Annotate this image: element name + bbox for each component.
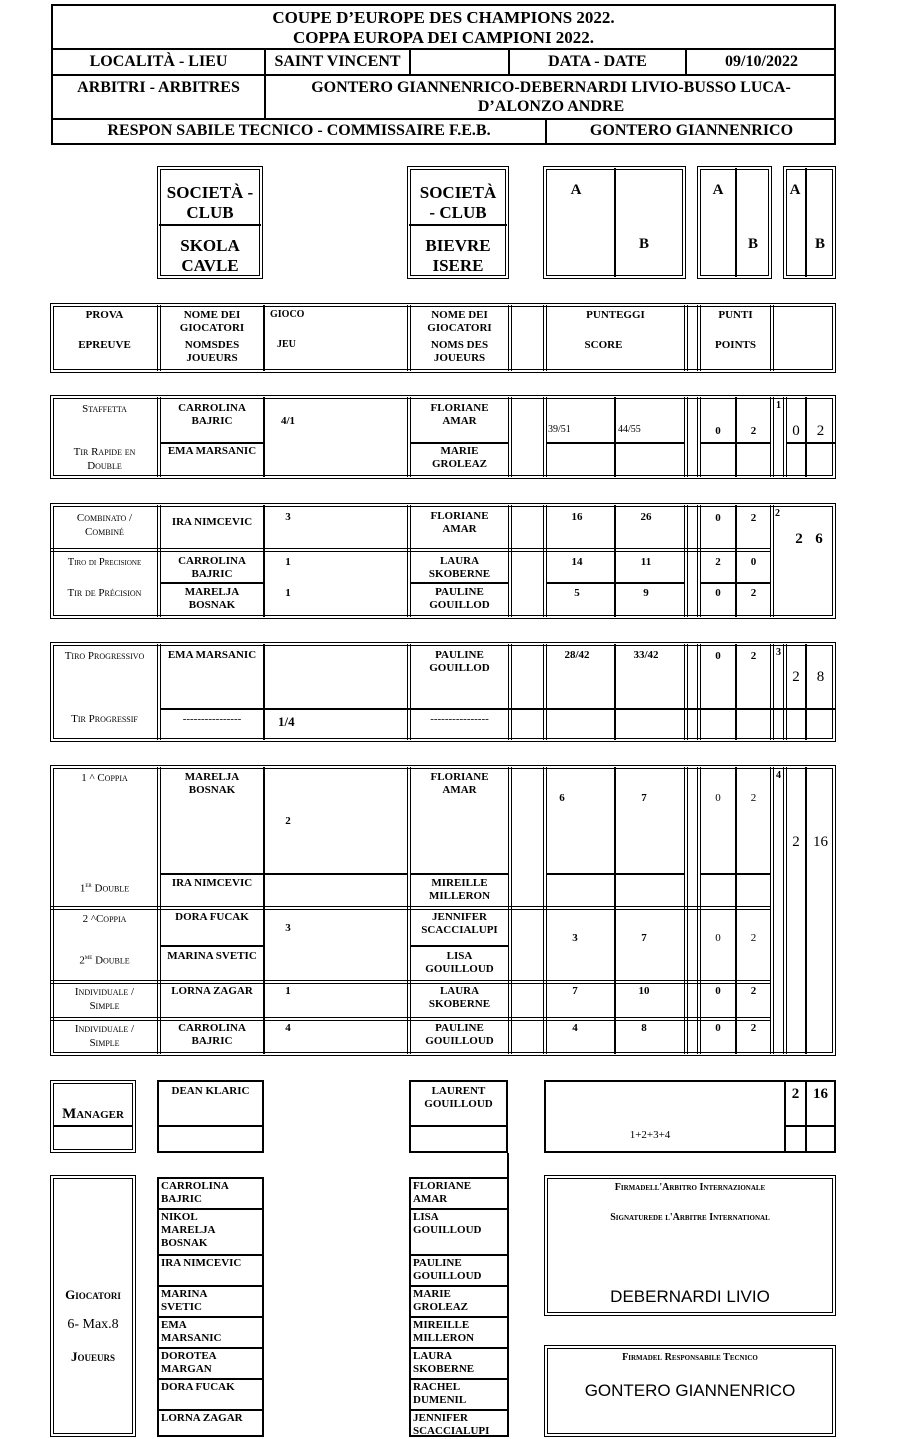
player-name-line: SKOBERNE: [413, 1363, 475, 1375]
s4-total-b: 16: [813, 834, 828, 850]
s2-r2-gioco: 1: [285, 556, 291, 568]
s3-player-b1-1: PAULINE: [435, 649, 484, 661]
divider: [50, 980, 770, 984]
divider: [783, 644, 787, 740]
player-name-line: GOUILLOUD: [413, 1270, 482, 1282]
player-name-line: MARINA: [161, 1288, 208, 1300]
s1-points-a: 0: [715, 425, 721, 437]
page-title-1: COUPE D’EUROPE DES CHAMPIONS 2022.: [272, 8, 615, 27]
divider: [265, 873, 407, 875]
divider: [770, 767, 774, 1054]
s2-r2-player-b-2: SKOBERNE: [428, 568, 491, 580]
divider: [161, 442, 263, 444]
player-entry: [411, 1256, 507, 1287]
divider: [411, 945, 508, 947]
s1-points-b: 2: [750, 425, 757, 437]
s4-i2-prova-2: Simple: [89, 1037, 120, 1049]
divider: [787, 442, 836, 444]
divider: [543, 397, 547, 477]
s3-epreuve: Tir Progressif: [71, 713, 138, 725]
s4-c2-points-a: 0: [715, 932, 721, 944]
player-name-line: LORNA ZAGAR: [161, 1412, 243, 1424]
s3-index: 3: [776, 647, 781, 658]
divider: [51, 118, 836, 120]
divider: [508, 305, 512, 371]
divider: [161, 873, 263, 875]
s1-total-b: 2: [816, 423, 825, 439]
player-name-line: LAURA: [413, 1350, 453, 1362]
player-name-line: SVETIC: [161, 1301, 202, 1313]
divider: [411, 582, 508, 584]
col-punteggi: PUNTEGGI: [586, 309, 645, 321]
s4-i1-prova-1: Individuale /: [74, 986, 135, 998]
player-entry: [159, 1210, 262, 1256]
player-entry: [411, 1210, 507, 1256]
s1-prova: Staffetta: [82, 403, 127, 415]
s4-c1-score-b: 7: [641, 792, 647, 804]
s1-gioco: 4/1: [281, 415, 296, 427]
divider: [507, 1153, 509, 1177]
col-score: SCORE: [584, 339, 623, 351]
s4-c1-prova: 1 ^ Coppia: [81, 772, 128, 784]
player-name-line: SCACCIALUPI: [413, 1425, 490, 1437]
player-entry: [159, 1411, 262, 1439]
divider: [614, 397, 616, 477]
divider: [263, 644, 265, 740]
s2-r3-player-b-2: GOUILLOD: [429, 599, 490, 611]
club-label-a-2: CLUB: [186, 203, 234, 222]
divider: [547, 582, 684, 584]
s2-r2-score-a: 14: [571, 556, 583, 568]
col-nome-a-4: JOUEURS: [186, 352, 238, 364]
divider: [51, 74, 836, 76]
s2-r1-points-b: 2: [750, 512, 757, 524]
team-b-1: BIEVRE: [425, 236, 491, 255]
s3-points-b: 2: [750, 650, 757, 662]
page-title-2: COPPA EUROPA DEI CAMPIONI 2022.: [292, 28, 595, 47]
divider: [684, 767, 688, 1054]
s1-index: 1: [776, 400, 781, 411]
responsabile-signature-name: GONTERO GIANNENRICO: [584, 1381, 796, 1400]
s4-i1-points-b: 2: [750, 985, 757, 997]
s2-r1-player-a: IRA NIMCEVIC: [171, 516, 253, 528]
players-label-1: Giocatori: [65, 1287, 121, 1302]
lieu-value: SAINT VINCENT: [274, 53, 401, 70]
s2-r3-score-a: 5: [574, 587, 580, 599]
divider: [684, 644, 688, 740]
resp-label: RESPON SABILE TECNICO - COMMISSAIRE F.E.B.: [107, 122, 491, 139]
manager-total-b: 16: [813, 1086, 828, 1102]
player-entry: [411, 1287, 507, 1318]
player-name-line: MILLERON: [413, 1332, 475, 1344]
s2-r1-score-a: 16: [571, 511, 583, 523]
col-gioco: GIOCO: [270, 309, 305, 320]
divider: [805, 168, 807, 277]
players-label-3: Joueurs: [70, 1349, 115, 1364]
player-name-line: RACHEL: [413, 1381, 461, 1393]
player-name-line: IRA NIMCEVIC: [161, 1257, 242, 1269]
player-name-line: MARGAN: [161, 1363, 212, 1375]
player-entry: [159, 1349, 262, 1380]
divider: [508, 505, 512, 617]
s1-score-b: 44/55: [618, 424, 641, 435]
player-entry: [159, 1179, 262, 1210]
col-nome-a-1: NOME DEI: [183, 309, 241, 321]
col-nome-b-4: JOUEURS: [433, 352, 486, 364]
s2-r3-player-b-1: PAULINE: [435, 586, 484, 598]
s2-total-a: 2: [795, 531, 803, 547]
s4-c2-player-a2: MARINA SVETIC: [167, 950, 257, 962]
s4-c1-ep-b: Double: [94, 882, 130, 895]
s1-epreuve-1: Tir Rapide en: [73, 446, 136, 458]
s4-c2-epreuve: [52, 951, 157, 968]
divider: [157, 1125, 264, 1127]
s2-r1-player-b-1: FLORIANE: [430, 510, 489, 522]
s4-c1-ep-sup: er: [85, 881, 92, 889]
s2-r3-player-a-2: BOSNAK: [188, 599, 236, 611]
s4-i2-gioco: 4: [285, 1022, 291, 1034]
team-a-2: CAVLE: [181, 256, 239, 275]
player-entry: [159, 1287, 262, 1318]
divider: [701, 873, 770, 875]
s4-c1-player-b1b: AMAR: [442, 784, 477, 796]
s4-i2-prova-1: Individuale /: [74, 1023, 135, 1035]
s4-c2-gioco: 3: [285, 922, 291, 934]
col-points: POINTS: [715, 339, 756, 351]
arbitre-sign-label-1: Firmadell'Arbitro Internazionale: [614, 1182, 766, 1193]
date-value: 09/10/2022: [725, 53, 798, 70]
s4-c1-player-b1: FLORIANE: [430, 771, 489, 783]
s4-c1-epreuve: [52, 879, 157, 896]
s1-player-a2: EMA MARSANIC: [167, 445, 257, 457]
s2-r1-prova-2: Combiné: [85, 526, 124, 538]
divider: [770, 505, 774, 617]
divider: [54, 1125, 132, 1127]
s4-c2-ep-a: 2: [79, 954, 85, 967]
s2-r1-score-b: 26: [640, 511, 652, 523]
player-entry: [411, 1349, 507, 1380]
s3-prova: Tiro Progressivo: [64, 650, 145, 662]
s2-total-b: 6: [815, 531, 823, 547]
divider: [805, 767, 807, 1054]
team-a-1: SKOLA: [180, 236, 240, 255]
s4-i2-player-a-2: BAJRIC: [191, 1035, 233, 1047]
s3-score-b: 33/42: [633, 649, 659, 661]
divider: [697, 767, 701, 1054]
divider: [409, 1125, 508, 1127]
player-name-line: BAJRIC: [161, 1193, 202, 1205]
divider: [783, 767, 787, 1054]
s2-r3-prova: Tir de Précision: [67, 587, 142, 599]
player-name-line: DORA FUCAK: [161, 1381, 235, 1393]
s4-i1-score-b: 10: [638, 985, 650, 997]
divider: [508, 767, 512, 1054]
s3-total-b: 8: [816, 669, 825, 685]
player-entry: [411, 1380, 507, 1411]
divider: [409, 224, 507, 226]
s4-c2-score-a: 3: [572, 932, 578, 944]
player-name-line: LISA: [413, 1211, 439, 1223]
s2-r2-prova: Tiro di Precisione: [67, 557, 142, 568]
player-name-line: MARELJA: [161, 1224, 216, 1236]
s1-player-a1-1: CARROLINA: [178, 402, 246, 414]
player-name-line: MARSANIC: [161, 1332, 222, 1344]
s4-i2-points-a: 0: [715, 1022, 721, 1034]
divider: [784, 1125, 836, 1127]
s3-player-b1-2: GOUILLOD: [429, 662, 490, 674]
s4-i2-player-b-2: GOUILLOUD: [425, 1035, 494, 1047]
player-name-line: GROLEAZ: [413, 1301, 469, 1313]
s2-r3-points-a: 0: [715, 587, 721, 599]
s4-c2-ep-b: Double: [95, 954, 130, 967]
col-nome-b-1: NOME DEI: [431, 309, 488, 321]
divider: [684, 505, 688, 617]
arbitri-line-1: GONTERO GIANNENRICO-DEBERNARDI LIVIO-BUSSO LUCA-: [311, 79, 791, 96]
s4-i2-score-a: 4: [572, 1022, 578, 1034]
s4-i2-player-a-1: CARROLINA: [178, 1022, 246, 1034]
divider: [701, 582, 770, 584]
divider: [508, 397, 512, 477]
lieu-label: LOCALITÀ - LIEU: [89, 53, 228, 70]
label-b: B: [638, 236, 649, 252]
arbitre-signature-name: DEBERNARDI LIVIO: [610, 1287, 770, 1306]
s4-c1-score-a: 6: [559, 792, 565, 804]
player-name-line: MARIE: [413, 1288, 451, 1300]
s2-r1-prova-1: Combinato /: [76, 512, 133, 524]
s2-r2-player-a-1: CARROLINA: [178, 555, 246, 567]
col-epreuve: EPREUVE: [78, 339, 131, 351]
label-a: A: [712, 182, 724, 198]
s4-c1-player-a1-2: BOSNAK: [188, 784, 236, 796]
player-name-line: CARROLINA: [161, 1180, 229, 1192]
divider: [508, 644, 512, 740]
label-a: A: [789, 182, 801, 198]
player-entry: [159, 1318, 262, 1349]
manager-label: Manager: [62, 1106, 124, 1122]
s3-gioco: 1/4: [278, 714, 295, 729]
s3-player-a2: ----------------: [182, 713, 242, 725]
s4-c2-ep-sup: me: [84, 953, 93, 961]
divider: [50, 1017, 770, 1021]
col-nome-a-3: NOMSDES: [184, 339, 240, 351]
s2-r3-points-b: 2: [750, 587, 757, 599]
arbitri-label: ARBITRI - ARBITRES: [77, 79, 240, 96]
divider: [770, 644, 774, 740]
s4-c2-player-b1-2: SCACCIALUPI: [421, 924, 498, 936]
s4-i2-points-b: 2: [750, 1022, 757, 1034]
col-nome-b-3: NOMS DES: [430, 339, 489, 351]
manager-b-1: LAURENT: [431, 1085, 486, 1097]
s4-i1-points-a: 0: [715, 985, 721, 997]
players-b-list: [409, 1177, 509, 1437]
s1-total-a: 0: [792, 423, 800, 439]
arbitri-line-2: D’ALONZO ANDRE: [477, 98, 625, 115]
player-name-line: JENNIFER: [413, 1412, 469, 1424]
s4-c2-score-b: 7: [641, 932, 647, 944]
date-label: DATA - DATE: [548, 53, 647, 70]
s2-r2-player-a-2: BAJRIC: [191, 568, 233, 580]
divider: [161, 582, 263, 584]
divider: [51, 48, 836, 50]
divider: [263, 767, 265, 1054]
s4-total-a: 2: [792, 834, 800, 850]
s3-score-a: 28/42: [564, 649, 590, 661]
players-a-list: [157, 1177, 264, 1437]
s1-player-b1-2: AMAR: [442, 415, 477, 427]
manager-total-a: 2: [791, 1086, 800, 1102]
s1-player-b1-1: FLORIANE: [430, 402, 489, 414]
s4-i1-score-a: 7: [572, 985, 578, 997]
s4-c1-player-a2: IRA NIMCEVIC: [171, 877, 253, 889]
s3-total-a: 2: [792, 669, 800, 685]
s4-c2-player-b1-1: JENNIFER: [431, 911, 487, 923]
players-label-2: 6- Max.8: [67, 1317, 119, 1332]
s4-i2-score-b: 8: [641, 1022, 647, 1034]
s1-epreuve-2: Double: [87, 460, 122, 472]
player-name-line: GOUILLOUD: [413, 1224, 482, 1236]
s4-c2-player-b2-1: LISA: [446, 950, 473, 962]
s3-player-b2: ----------------: [430, 713, 489, 725]
player-name-line: EMA: [161, 1319, 187, 1331]
divider: [735, 767, 737, 1054]
divider: [50, 548, 770, 552]
player-name-line: DUMENIL: [413, 1394, 467, 1406]
label-a: A: [570, 182, 582, 198]
s4-c1-gioco: 2: [285, 815, 291, 827]
player-entry: [159, 1380, 262, 1411]
divider: [701, 442, 770, 444]
s2-r2-score-b: 11: [640, 556, 652, 568]
s4-i1-prova-2: Simple: [89, 1000, 120, 1012]
team-b-2: ISERE: [432, 256, 484, 275]
player-name-line: BOSNAK: [161, 1237, 208, 1249]
divider: [409, 48, 411, 74]
player-name-line: DOROTEA: [161, 1350, 217, 1362]
divider: [614, 168, 616, 277]
divider: [547, 442, 684, 444]
divider: [735, 168, 737, 277]
s1-player-a1-2: BAJRIC: [191, 415, 233, 427]
s4-c2-player-b2-2: GOUILLOUD: [425, 963, 494, 975]
s2-r3-player-a-1: MARELJA: [184, 586, 240, 598]
s4-c1-player-b2-2: MILLERON: [428, 890, 491, 902]
s4-i1-player-a: LORNA ZAGAR: [171, 985, 253, 997]
club-label-b-2: - CLUB: [429, 203, 487, 222]
divider: [614, 767, 616, 1054]
divider: [411, 442, 508, 444]
player-name-line: MIREILLE: [413, 1319, 470, 1331]
s1-player-b2-2: GROLEAZ: [431, 458, 487, 470]
s4-c1-player-b2-1: MIREILLE: [431, 877, 488, 889]
player-name-line: PAULINE: [413, 1257, 462, 1269]
s4-c2-prova: 2 ^Coppia: [82, 913, 127, 925]
divider: [770, 397, 774, 477]
divider: [161, 945, 263, 947]
player-name-line: NIKOL: [161, 1211, 198, 1223]
col-punti: PUNTI: [718, 309, 753, 321]
s4-c1-points-b: 2: [750, 792, 757, 804]
s2-r1-player-b-2: AMAR: [442, 523, 477, 535]
s1-player-b2-1: MARIE: [440, 445, 479, 457]
arbitre-sign-label-2: Signaturede l'Arbitre International: [610, 1212, 770, 1223]
label-b: B: [747, 236, 758, 252]
s4-c1-player-a1-1: MARELJA: [184, 771, 240, 783]
player-entry: [159, 1256, 262, 1287]
player-entry: [411, 1179, 507, 1210]
col-nome-a-2: GIOCATORI: [179, 322, 245, 334]
player-name-line: AMAR: [413, 1193, 448, 1205]
s2-index: 2: [775, 508, 780, 519]
club-label-a-1: SOCIETÀ -: [166, 183, 254, 202]
s4-i2-player-b-1: PAULINE: [435, 1022, 484, 1034]
s2-r1-gioco: 3: [285, 511, 291, 523]
s4-c2-points-b: 2: [750, 932, 757, 944]
s4-c2-player-a1: DORA FUCAK: [175, 911, 249, 923]
divider: [547, 873, 684, 875]
manager-a: DEAN KLARIC: [171, 1085, 250, 1097]
s3-player-a1: EMA MARSANIC: [167, 649, 257, 661]
col-jeu: JEU: [277, 339, 296, 350]
club-label-b-1: SOCIETÀ: [419, 183, 497, 202]
s2-r3-score-b: 9: [643, 587, 649, 599]
col-nome-b-2: GIOCATORI: [427, 322, 492, 334]
player-entry: [411, 1318, 507, 1349]
s4-i1-player-b-2: SKOBERNE: [428, 998, 491, 1010]
s4-i1-gioco: 1: [285, 985, 291, 997]
divider: [411, 873, 508, 875]
col-prova: PROVA: [85, 309, 124, 321]
resp-value: GONTERO GIANNENRICO: [589, 122, 794, 139]
divider: [161, 708, 836, 710]
s4-index: 4: [776, 770, 781, 781]
manager-b-2: GOUILLOUD: [424, 1098, 493, 1110]
s2-r1-points-a: 0: [715, 512, 721, 524]
s1-score-a: 39/51: [548, 424, 571, 435]
divider: [159, 224, 261, 226]
s2-r2-points-b: 0: [750, 556, 757, 568]
s2-r3-gioco: 1: [285, 587, 291, 599]
divider: [543, 767, 547, 1054]
responsabile-sign-label: Firmadel Responsabile Tecnico: [622, 1352, 758, 1363]
manager-sum: 1+2+3+4: [629, 1129, 671, 1141]
divider: [684, 305, 688, 371]
player-name-line: FLORIANE: [413, 1180, 472, 1192]
s2-r2-player-b-1: LAURA: [439, 555, 480, 567]
label-b: B: [814, 236, 825, 252]
players-label-box: [50, 1175, 136, 1437]
divider: [805, 644, 807, 740]
divider: [770, 305, 774, 371]
s4-c1-points-a: 0: [715, 792, 721, 804]
s3-points-a: 0: [715, 650, 721, 662]
divider: [263, 397, 265, 477]
divider: [684, 397, 688, 477]
divider: [263, 505, 265, 617]
s4-i1-player-b-1: LAURA: [439, 985, 480, 997]
s2-r2-points-a: 2: [715, 556, 721, 568]
player-entry: [411, 1411, 507, 1439]
divider: [50, 906, 770, 910]
divider: [263, 305, 265, 371]
s4-c1-ep-a: 1: [79, 882, 86, 895]
